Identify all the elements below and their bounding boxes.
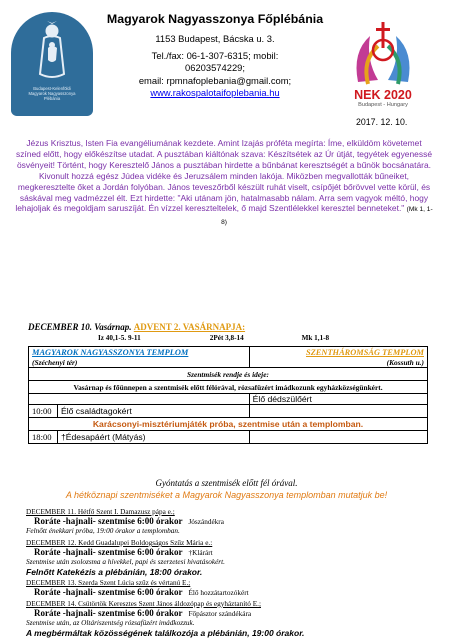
eucharist-cross-icon	[338, 16, 428, 88]
madonna-icon	[30, 20, 74, 80]
mass-intention: Jószándékra	[188, 518, 224, 527]
parish-title: Magyarok Nagyasszonya Főplébánia	[106, 12, 324, 26]
day-header: DECEMBER 13. Szerda Szent Lúcia szűz és vértanú E.;	[26, 579, 191, 587]
day-entry	[26, 579, 436, 598]
empty-cell	[249, 431, 427, 444]
gospel-body: Jézus Krisztus, Isten Fia evangéliumának kezdete. Amint Izajás próféta megírta: Íme, elküldöm követemet színed előtt, hogy előkészítse utadat. A pusztában kiáltónak szava: Készítsétek az Úr útját, tegyétek egyenessé ösvényeit! Történt, hogy Keresztelő János a pusztában hirdette a bűnbánat keresztségét a bűnök bocsánatára. Kivonult hozzá egész Júdea vidéke és Jeruzsálem minden lakója. Miközben megvallották bűneiket, megkeresztelte őket a Jordán folyóban. János teveszőrből készült ruhát viselt, csípőjét bőrövvel vette körül, és sáskával meg vadmézzel élt. Ezt hirdette: "Aki utánam jön, hatalmasabb nálam. Arra sem vagyok méltó, hogy lehajoljak és megoldjam saruszíját. Én vízzel kereszteltelek, ő majd Szentlélekkel keresztel benneteket."	[15, 138, 433, 214]
table-row	[29, 431, 428, 444]
gospel-text	[14, 138, 434, 229]
nek-subtitle: Budapest - Hungary	[358, 102, 408, 108]
day-note: Szentmise után, az Oltáriszentség rózsafüzért imádkozzuk.	[26, 619, 195, 628]
readings	[98, 333, 428, 344]
mass-time: Roráte -hajnali- szentmise 6:00 órakor	[34, 608, 183, 619]
empty-cell	[29, 394, 250, 405]
day-entry	[26, 539, 436, 577]
nek-title: NEK 2020	[354, 88, 412, 102]
bulletin-date: 2017. 12. 10.	[356, 117, 408, 127]
day-entry	[26, 600, 436, 638]
reading-2: 2Pét 3,8-14	[209, 334, 244, 342]
email: email: rpmnafoplebania@gmail.com;	[138, 74, 292, 86]
sunday-date: DECEMBER 10. Vasárnap.	[28, 322, 132, 332]
sunday-section	[28, 322, 428, 344]
day-note-bold: A megbérmáltak közösségének találkozója a plébánián, 19:00 órakor.	[26, 627, 305, 638]
day-note: Szentmise után zsolozsma a hívekkel, papi és szerzetesi hivatásokért.	[26, 558, 225, 567]
weekday-mass-note: A hétköznapi szentmiséket a Magyarok Nagyasszonya templomban mutatjuk be!	[65, 490, 388, 500]
order-title: Szentmisék rendje és ideje:	[29, 368, 428, 381]
church1-location: (Széchenyi tér)	[29, 357, 250, 368]
parish-logo-caption: Budapest-Kelenföldi Magyarok Nagyasszonya Plébánia	[28, 86, 76, 101]
day-header: DECEMBER 12. Kedd Guadalupei Boldogságos Szűz Mária e.:	[26, 539, 213, 547]
phone: Tel./fax: 06-1-307-6315; mobil:	[151, 49, 279, 61]
rosary-note: Vasárnap és főünnepen a szentmisék előtt félórával, rózsafüzért imádkozunk egyházközségünkért.	[29, 381, 428, 394]
gospel-reference: (Mk 1, 1-8)	[221, 206, 433, 227]
day-header: DECEMBER 11. Hétfő Szent I. Damazusz pápa e.;	[26, 508, 175, 516]
mass-intention: Főpásztor szándékára	[188, 610, 252, 619]
sunday-title: ADVENT 2. VASÁRNAPJA:	[133, 322, 246, 332]
mass-intention: †Klárárt	[188, 549, 213, 558]
reading-1: Iz 40,1-5. 9-11	[98, 334, 141, 342]
mass-schedule-table	[28, 346, 428, 444]
mass-time: Roráte -hajnali- szentmise 6:00 órakor	[34, 547, 183, 558]
address: 1153 Budapest, Bácska u. 3.	[155, 33, 275, 44]
parish-header	[100, 12, 330, 100]
church2-location: (Kossuth u.)	[249, 357, 427, 368]
nek-logo	[338, 16, 428, 126]
choir-note: Karácsonyi-misztériumjáték próba, szentmise után a templomban.	[29, 418, 428, 431]
mass-time: 18:00	[29, 431, 58, 444]
kossuth-intention: Élő dédszülőért	[249, 394, 427, 405]
day-note-bold: Felnőtt Katekézis a plébánián, 18:00 órakor.	[26, 566, 203, 577]
mass-intention: Élő hozzátartozókért	[188, 589, 249, 598]
parish-logo	[11, 12, 93, 116]
day-header: DECEMBER 14. Csütörtök Keresztes Szent János áldozópap és egyháztanító E.;	[26, 600, 261, 608]
mass-time: Roráte -hajnali- szentmise 6:00 órakor	[34, 516, 183, 527]
mass-intention: Élő családtagokért	[58, 405, 250, 418]
confession-note: Gyóntatás a szentmisék előtt fél órával.	[155, 478, 298, 488]
reading-3: Mk 1,1-8	[301, 334, 330, 342]
day-entry	[26, 508, 436, 537]
mobile: 06203574229;	[185, 62, 245, 73]
church1-name: MAGYAROK NAGYASSZONYA TEMPLOM	[29, 347, 250, 358]
empty-cell	[249, 405, 427, 418]
church2-name: SZENTHÁROMSÁG TEMPLOM	[249, 347, 427, 358]
mass-intention: †Édesapáért (Mátyás)	[58, 431, 250, 444]
table-row	[29, 405, 428, 418]
mass-time: Roráte -hajnali- szentmise 6:00 órakor	[34, 587, 183, 598]
website-link[interactable]: www.rakospalotaifoplebania.hu	[150, 87, 280, 98]
day-note: Felnőtt énekkari próba, 19:00 órakor a templomban.	[26, 527, 180, 536]
mass-time: 10:00	[29, 405, 58, 418]
